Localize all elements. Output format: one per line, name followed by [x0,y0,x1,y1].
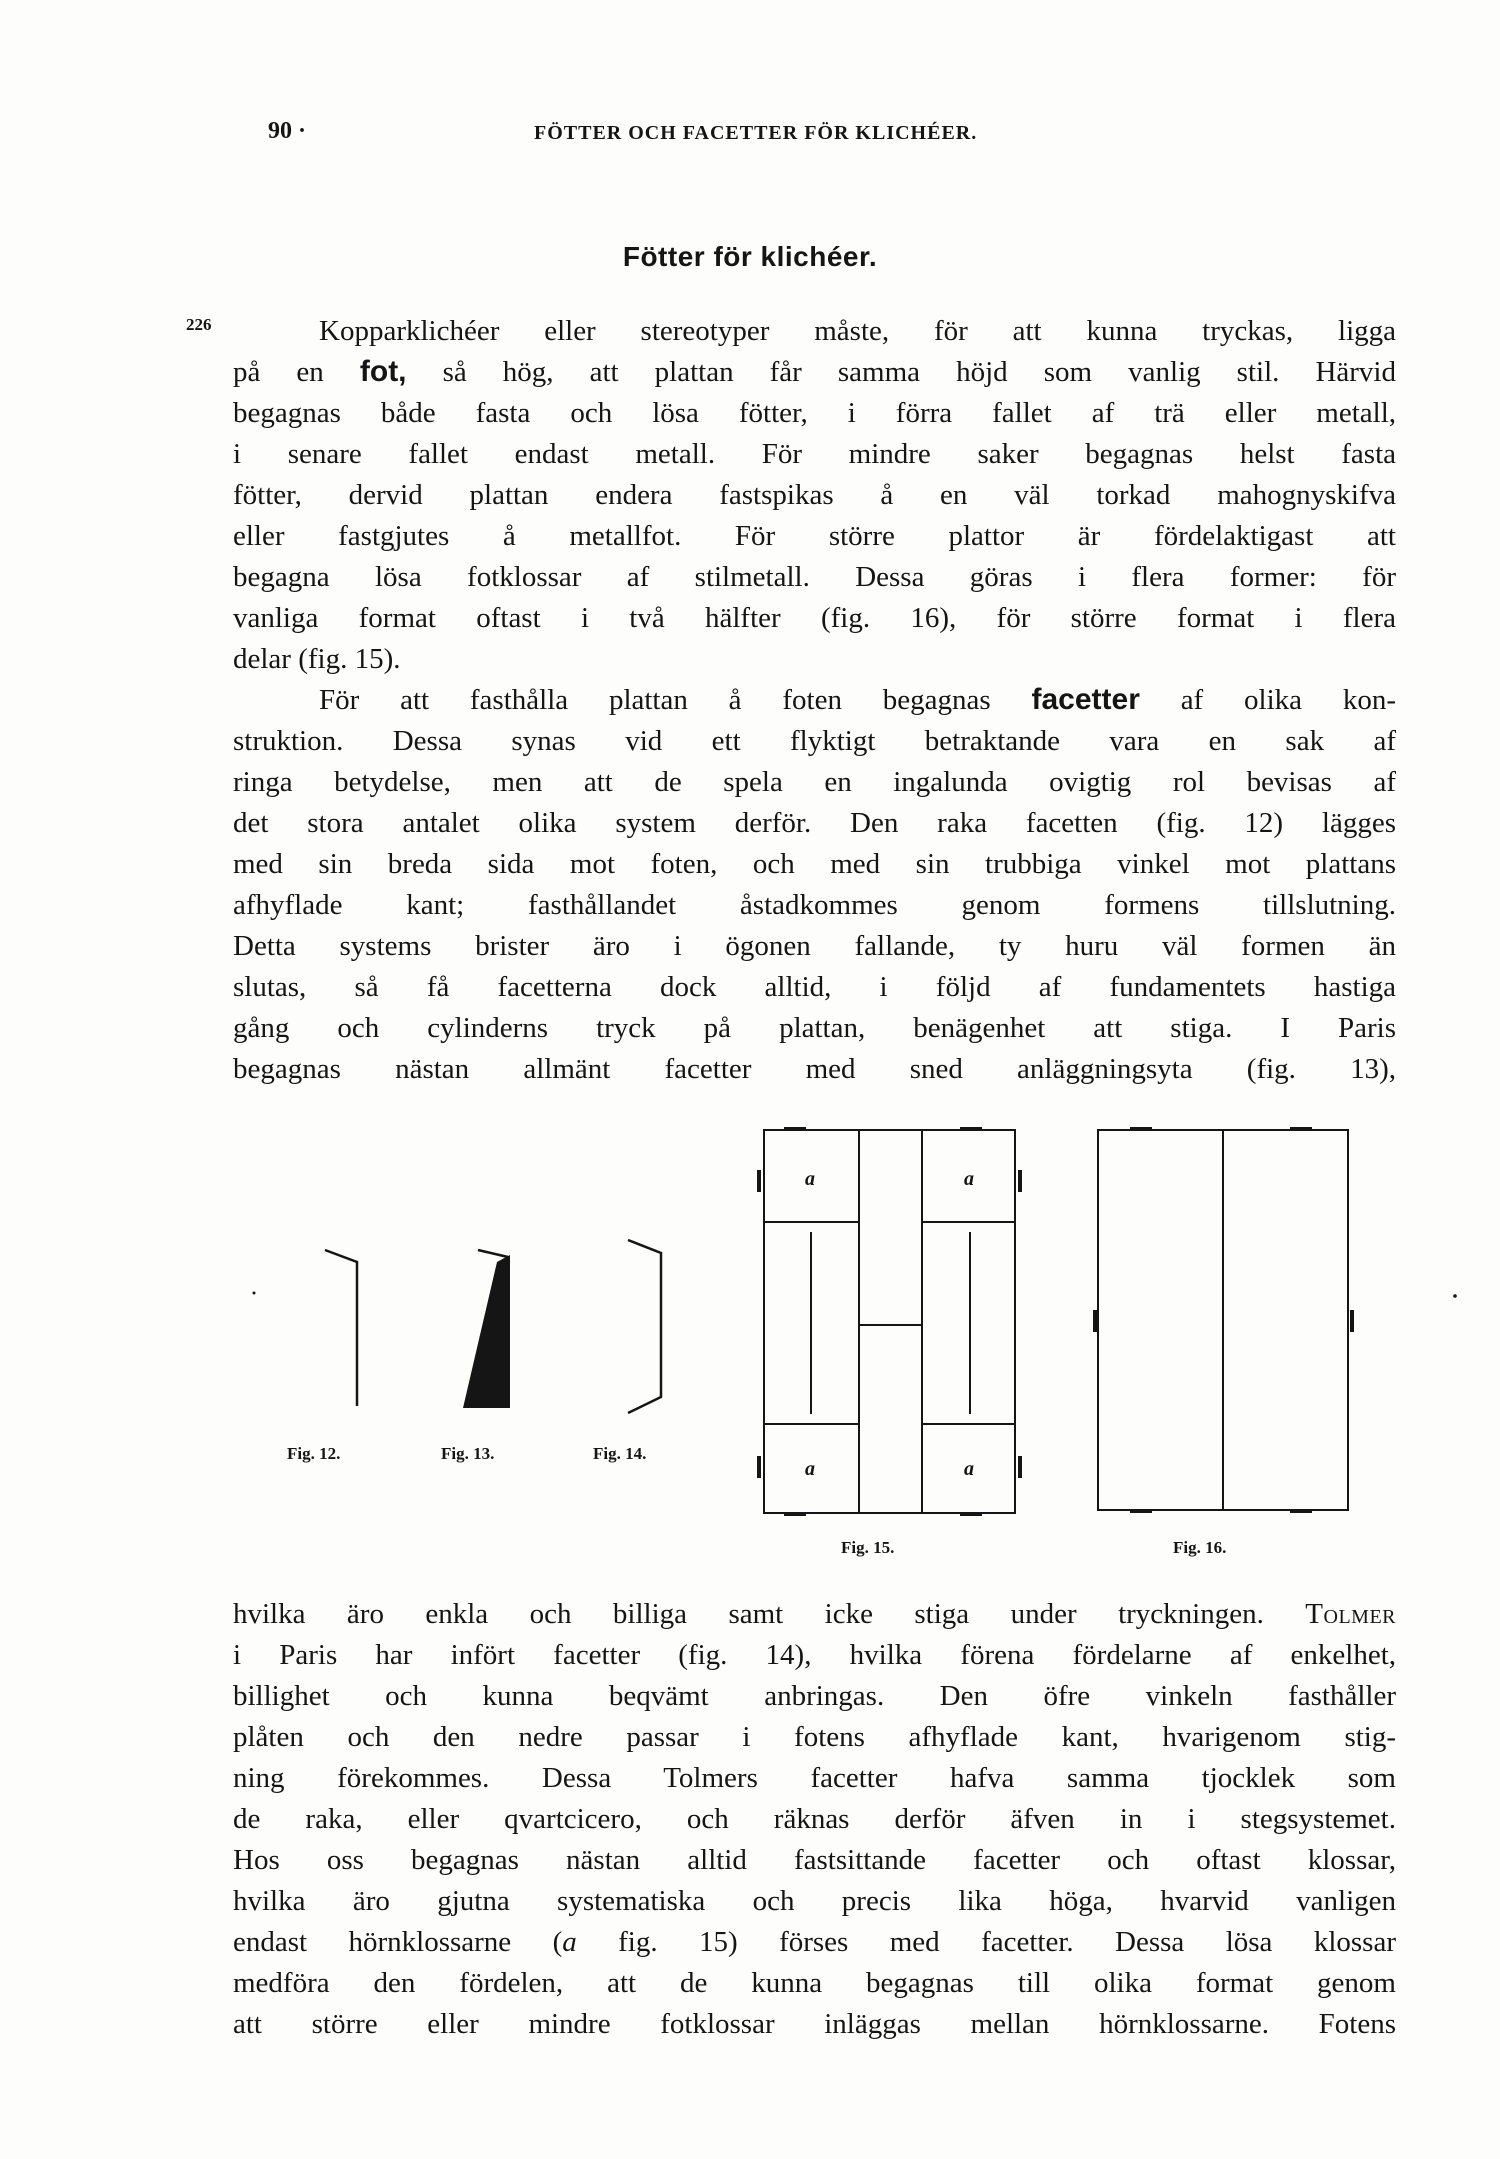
text-line: gång och cylinderns tryck på plattan, benägenhet att stiga. I Paris [233,1012,1396,1044]
text-line: billighet och kunna beqvämt anbringas. Den öfre vinkeln fasthåller [233,1680,1396,1712]
text-line: struktion. Dessa synas vid ett flyktigt betraktande vara en sak af [233,725,1396,757]
facet-mark [1350,1310,1354,1332]
text-line: medföra den fördelen, att de kunna begagnas till olika format genom [233,1967,1396,1999]
fig-13-caption: Fig. 13. [441,1444,495,1463]
facet-mark [1130,1510,1152,1513]
text-line: ringa betydelse, men att de spela en ingalunda ovigtig rol bevisas af [233,766,1396,798]
text-line: i Paris har infört facetter (fig. 14), hvilka förena fördelarne af enkelhet, [233,1639,1396,1671]
facet-mark [1290,1510,1312,1513]
text-line: ning förekommes. Dessa Tolmers facetter hafva samma tjocklek som [233,1762,1396,1794]
facet-mark [1093,1310,1097,1332]
running-title: FÖTTER OCH FACETTER FÖR KLICHÉER. [534,122,978,144]
section-number: 226 [186,315,212,334]
text-line: i senare fallet endast metall. För mindre saker begagnas helst fasta [233,438,1396,470]
facet-mark [1130,1127,1152,1130]
keyword-fot: fot, [359,355,407,388]
text-line: hvilka äro enkla och billiga samt icke stiga under tryckningen. Tolmer [233,1598,1396,1630]
facet-mark [1290,1127,1312,1130]
fig-14-caption: Fig. 14. [593,1444,647,1463]
corner-label-a: a [805,1458,815,1480]
page-number: 90 · [268,118,307,144]
corner-label-a: a [964,1458,974,1480]
fig-15-caption: Fig. 15. [841,1538,895,1557]
text-line: Kopparklichéer eller stereotyper måste, för att kunna tryckas, ligga [319,315,1396,347]
text-line: begagna lösa fotklossar af stilmetall. Dessa göras i flera former: för [233,561,1396,593]
fig-16-caption: Fig. 16. [1173,1538,1227,1557]
text-line: slutas, så få facetterna dock alltid, i följd af fundamentets hastiga [233,971,1396,1003]
text-line: hvilka äro gjutna systematiska och precis lika höga, hvarvid vanligen [233,1885,1396,1917]
keyword-facetter: facetter [1031,683,1140,716]
text-line: delar (fig. 15). [233,643,401,675]
corner-label-a: a [805,1168,815,1190]
text-line: begagnas både fasta och lösa fötter, i förra fallet af trä eller metall, [233,397,1396,429]
text-line: plåten och den nedre passar i fotens afhyflade kant, hvarigenom stig- [233,1721,1396,1753]
text-line: Detta systems brister äro i ögonen fallande, ty huru väl formen än [233,930,1396,962]
text-line: afhyflade kant; fasthållandet åstadkommes genom formens tillslutning. [233,889,1396,921]
text-line: Hos oss begagnas nästan alltid fastsittande facetter och oftast klossar, [233,1844,1396,1876]
print-speck [1453,1294,1457,1298]
corner-label-a: a [964,1168,974,1190]
text-line: det stora antalet olika system derför. Den raka facetten (fig. 12) lägges [233,807,1396,839]
text-line: För att fasthålla plattan å foten begagnas facetter af olika kon- [319,683,1396,716]
fig-12-caption: Fig. 12. [287,1444,341,1463]
text-line: begagnas nästan allmänt facetter med sned anläggningsyta (fig. 13), [233,1053,1396,1085]
text-line: vanliga format oftast i två hälfter (fig. 16), för större format i flera [233,602,1396,634]
text-line: de raka, eller qvartcicero, och räknas derför äfven in i stegsystemet. [233,1803,1396,1835]
name-tolmer: Tolmer [1305,1598,1396,1630]
text-line: fötter, dervid plattan endera fastspikas å en väl torkad mahognyskifva [233,479,1396,511]
text-line: eller fastgjutes å metallfot. För större plattor är fördelaktigast att [233,520,1396,552]
text-line: att större eller mindre fotklossar inläggas mellan hörnklossarne. Fotens [233,2008,1396,2040]
text-line: med sin breda sida mot foten, och med sin trubbiga vinkel mot plattans [233,848,1396,880]
section-heading: Fötter för klichéer. [622,241,878,272]
text-line: på en fot, så hög, att plattan får samma höjd som vanlig stil. Härvid [233,355,1396,388]
text-line: endast hörnklossarne (a fig. 15) förses med facetter. Dessa lösa klossar [233,1926,1396,1958]
